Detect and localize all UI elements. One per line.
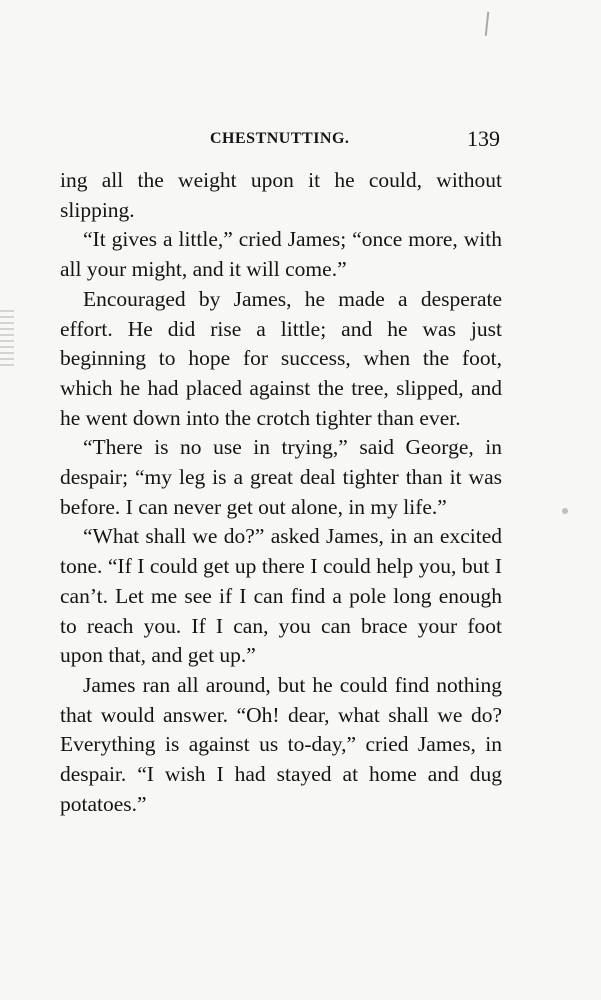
paragraph: James ran all around, but he could find nothing that would answer. “Oh! dear, what shall we do? Everything is against us to-day,” cried James, in despair. “I wish I had stayed at home and dug potatoes.” <box>60 672 502 816</box>
page-number: 139 <box>467 126 500 151</box>
scan-spot-mark <box>562 508 568 514</box>
page-edge-mark <box>0 310 14 370</box>
paragraph-continued: ing all the weight upon it he could, without slipping. <box>60 168 502 222</box>
page-header <box>60 128 500 156</box>
paragraph: “There is no use in trying,” said George, in despair; “my leg is a great deal tighter than it was before. I can never get out alone, in my life.” <box>60 435 502 519</box>
paragraph: “It gives a little,” cried James; “once more, with all your might, and it will come.” <box>60 227 502 282</box>
running-head: CHESTNUTTING. <box>210 130 350 147</box>
scan-scratch-mark <box>485 12 493 36</box>
paragraph: “What shall we do?” asked James, in an excited tone. “If I could get up there I could help you, but I can’t. Let me see if I can find a pole long enough to reach you. If I can, you can brace your foot upon that, and get up.” <box>60 524 502 668</box>
paragraph: Encouraged by James, he made a desperate effort. He did rise a little; and he was just beginning to hope for success, when the foot, which he had placed against the tree, slipped, and he went down into the crotch tighter than ever. <box>60 286 502 430</box>
body-text <box>60 166 502 819</box>
